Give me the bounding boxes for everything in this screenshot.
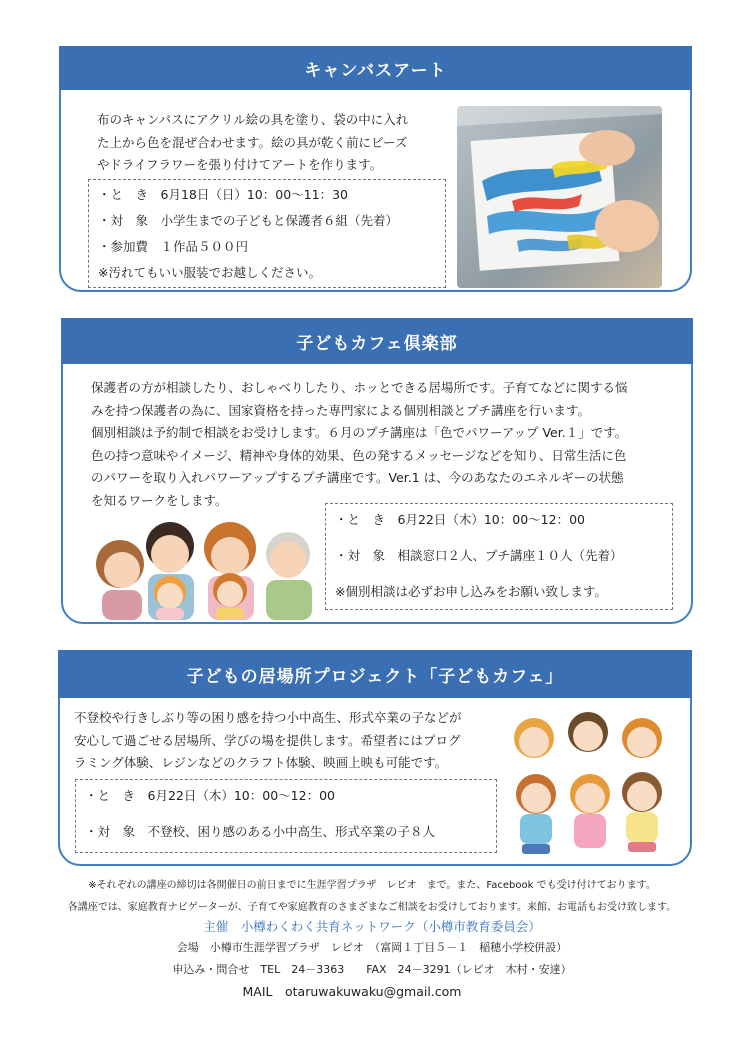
kids-place-project-date: ・と き 6月22日（木）10：00～12：00 — [85, 788, 335, 803]
venue: 会場 小樽市生涯学習プラザ レピオ （富岡１丁目５－１ 稲穂小学校併設） — [176, 941, 568, 954]
canvas-art-description: 布のキャンバスにアクリル絵の具を塗り、袋の中に入れ た上から色を混ぜ合わせます。絵の具が乾く前にビーズ やドライフラワーを張り付けてアートを作ります。 — [97, 112, 409, 172]
deadline-note: ※それぞれの講座の締切は各開催日の前日までに生涯学習プラザ レピオ まで。また、Facebook でも受け付けております。 — [88, 880, 656, 891]
kids-cafe-club-date: ・と き 6月22日（木）10：00～12：00 — [335, 512, 585, 527]
kids-cafe-club-title: 子どもカフェ倶楽部 — [61, 318, 693, 364]
consultation-note: 各講座では、家庭教育ナビゲーターが、子育てや家庭教育のさまざまなご相談をお受けしております。来館、お電話もお受け致します。 — [67, 902, 677, 913]
canvas-art-photo — [457, 106, 662, 288]
canvas-art-title: キャンバスアート — [59, 46, 692, 90]
contact: 申込み・問合せ TEL 24－3363 FAX 24－3291（レピオ 木村・安達） — [172, 963, 572, 976]
kids-cafe-club-target: ・対 象 相談窓口２人、プチ講座１０人（先着） — [335, 548, 623, 563]
kids-cafe-club-note: ※個別相談は必ずお申し込みをお願い致します。 — [335, 584, 607, 599]
email-address[interactable]: MAIL otaruwakuwaku@gmail.com — [242, 984, 462, 999]
organizer: 主催 小樽わくわく共育ネットワーク（小樽市教育委員会） — [203, 919, 541, 934]
canvas-art-note: ※汚れてもいい服装でお越しください。 — [98, 265, 321, 280]
children-illustration — [506, 708, 674, 860]
canvas-art-date: ・と き 6月18日（日）10：00～11：30 — [98, 187, 348, 202]
family-illustration — [92, 508, 322, 620]
canvas-art-details-box — [88, 179, 446, 288]
kids-cafe-club-details-box — [325, 503, 673, 610]
kids-place-project-details-box — [75, 779, 497, 853]
canvas-art-target: ・対 象 小学生までの子どもと保護者６組（先着） — [98, 213, 399, 228]
kids-cafe-club-description: 保護者の方が相談したり、おしゃべりしたり、ホッとできる居場所です。子育てなどに関する悩 みを持つ保護者の為に、国家資格を持った専門家による個別相談とプチ講座を行います。 個別相談は予約制で相談をお受けします。６月のプチ講座は「色でパワーアップ Ver.１」です。 色の持つ意味やイメージ、精神や身体的効果、色の発するメッセージなどを知り、日常生活に色 のパワーを取り入れパワーアップするプチ講座です。Ver.1 は、今のあなたのエネルギーの状態 を知るワークをします。 — [91, 380, 628, 508]
kids-place-project-title: 子どもの居場所プロジェクト「子どもカフェ」 — [58, 650, 692, 698]
canvas-art-fee: ・参加費 １作品５００円 — [98, 239, 249, 254]
kids-place-project-description: 不登校や行きしぶり等の困り感を持つ小中高生、形式卒業の子などが 安心して過ごせる居場所、学びの場を提供します。希望者にはプログ ラミング体験、レジンなどのクラフト体験、映画上映も可能です。 — [74, 710, 462, 770]
kids-place-project-target: ・対 象 不登校、困り感のある小中高生、形式卒業の子８人 — [85, 824, 436, 839]
